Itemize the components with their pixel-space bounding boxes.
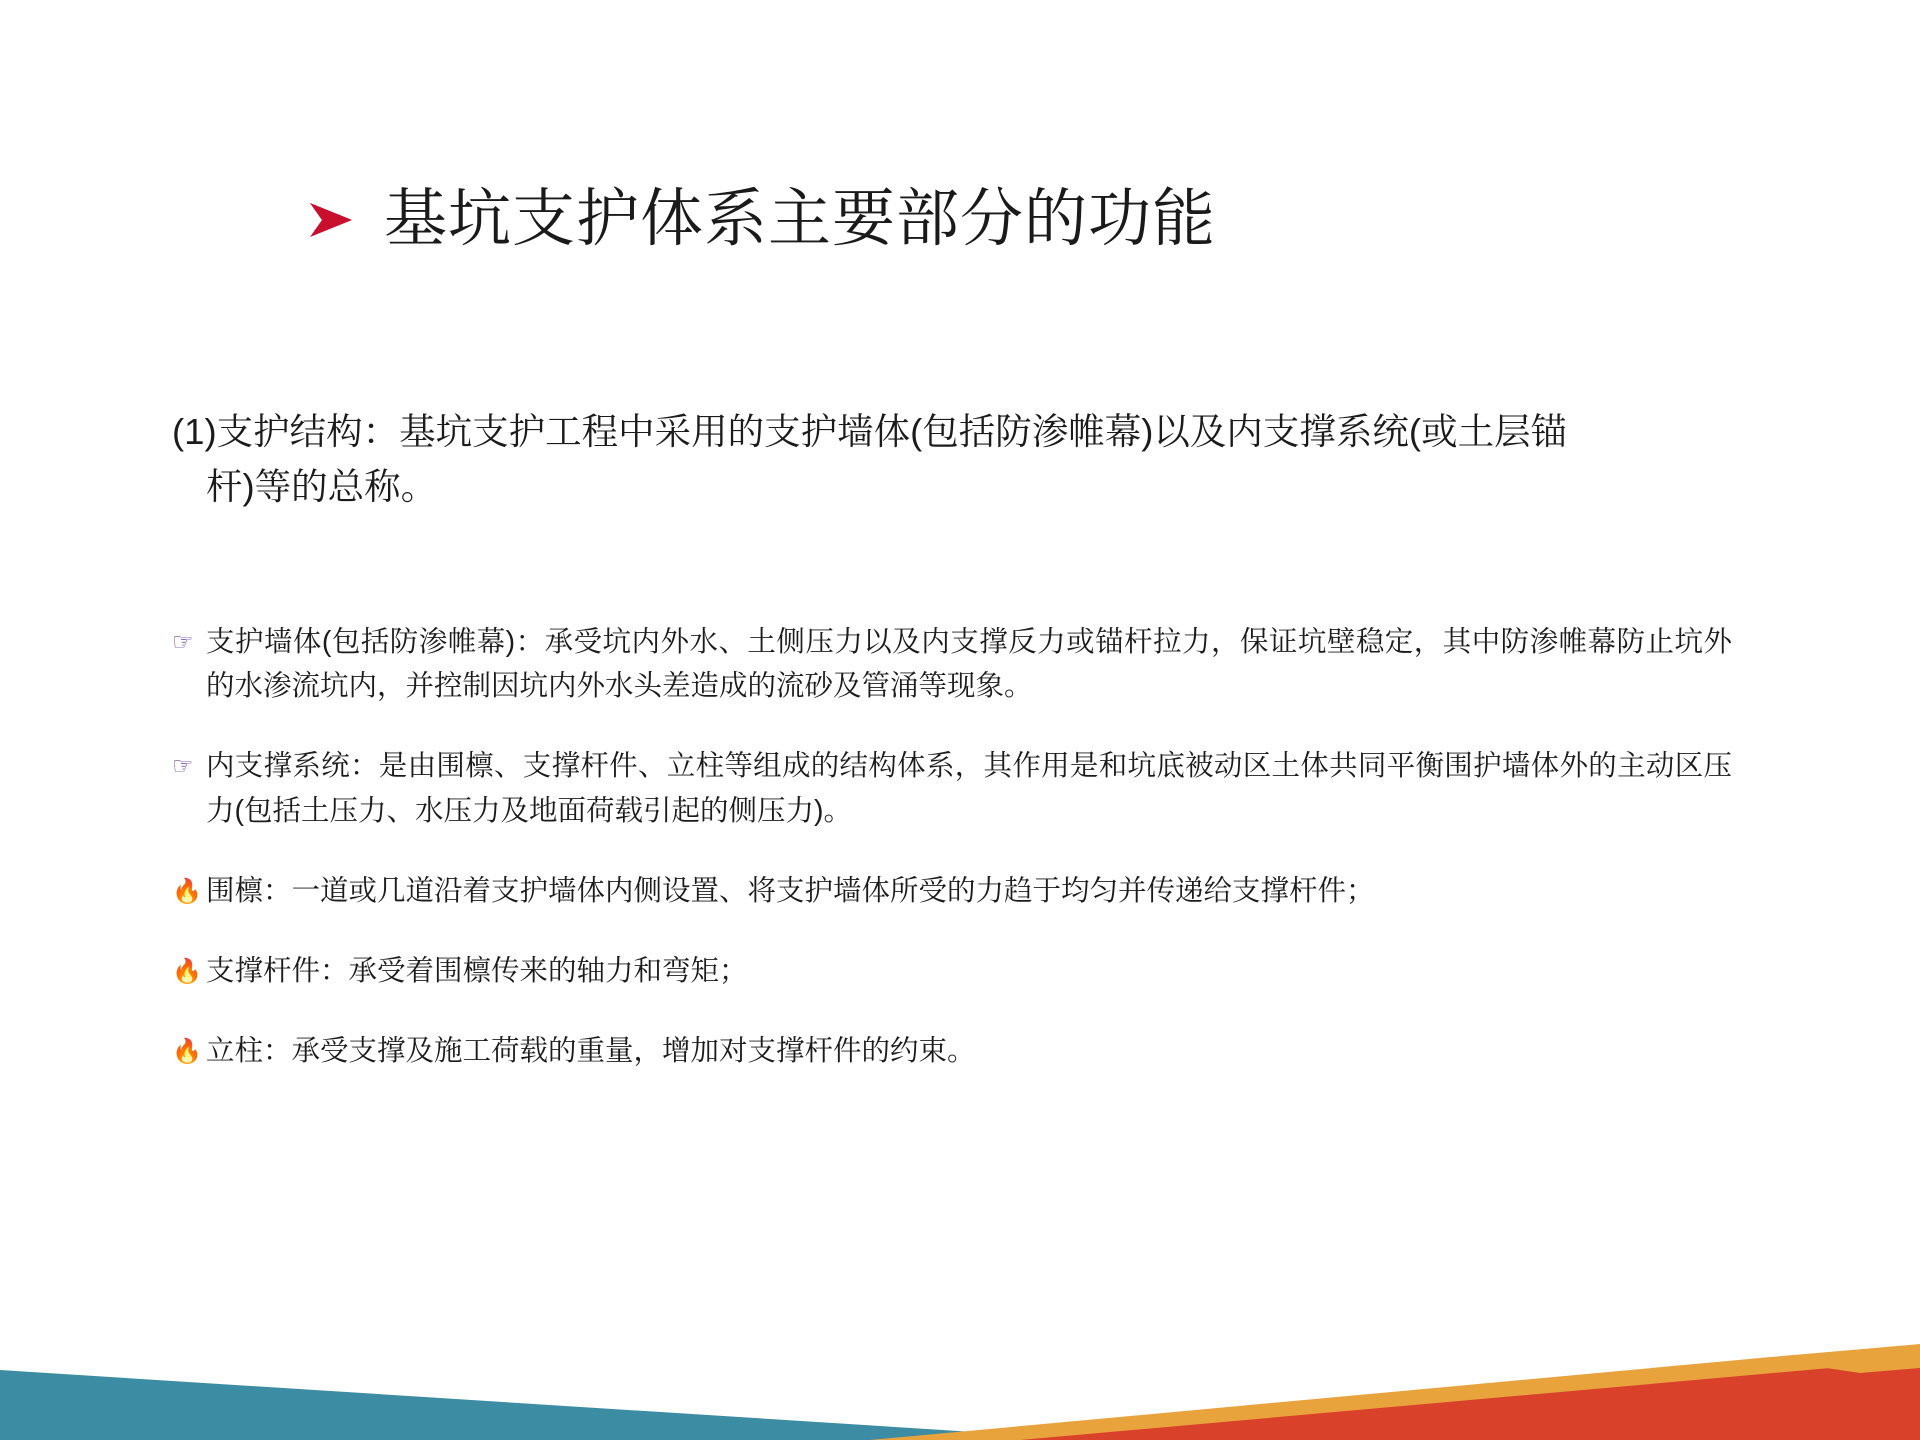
bottom-decoration: [0, 1240, 1920, 1440]
list-item-text: 围檩：一道或几道沿着支护墙体内侧设置、将支护墙体所受的力趋于均匀并传递给支撑杆件；: [206, 874, 1375, 907]
flame-bullet-icon: 🔥: [172, 957, 202, 985]
red-arrow-bullet-icon: [300, 189, 362, 251]
list-item-text: 支撑杆件：承受着围檩传来的轴力和弯矩；: [206, 954, 748, 987]
list-item-text: 支护墙体(包括防渗帷幕)：承受坑内外水、土侧压力以及内支撑反力或锚杆拉力，保证坑壁稳定，其中防渗帷幕防止坑外的水渗流坑内，并控制因坑内外水头差造成的流砂及管涌等现象。: [206, 626, 1732, 703]
list-item-text: 内支撑系统：是由围檩、支撑杆件、立柱等组成的结构体系，其作用是和坑底被动区土体共同平衡围护墙体外的主动区压力(包括土压力、水压力及地面荷载引起的侧压力)。: [206, 750, 1732, 827]
list-item: [172, 620, 1732, 708]
list-item: [172, 949, 1732, 993]
list-item: [172, 869, 1732, 913]
flame-bullet-icon: 🔥: [172, 1038, 202, 1066]
slide-title-row: [300, 185, 1216, 254]
pointing-hand-bullet-icon: ☞: [172, 629, 194, 656]
list-item-text: 立柱：承受支撑及施工荷载的重量，增加对支撑杆件的约束。: [206, 1035, 976, 1068]
page-title: 基坑支护体系主要部分的功能: [384, 184, 1216, 254]
paragraph-line-2: 杆)等的总称。: [206, 465, 438, 507]
flame-bullet-icon: 🔥: [172, 877, 202, 905]
list-item: [172, 1029, 1732, 1073]
pointing-hand-bullet-icon: ☞: [172, 753, 194, 781]
bullet-list: [172, 620, 1732, 1099]
list-item: [172, 744, 1732, 832]
paragraph-block: [172, 405, 1702, 515]
paragraph-line-1: (1)支护结构：基坑支护工程中采用的支护墙体(包括防渗帷幕)以及内支撑系统(或土层锚: [172, 411, 1568, 452]
